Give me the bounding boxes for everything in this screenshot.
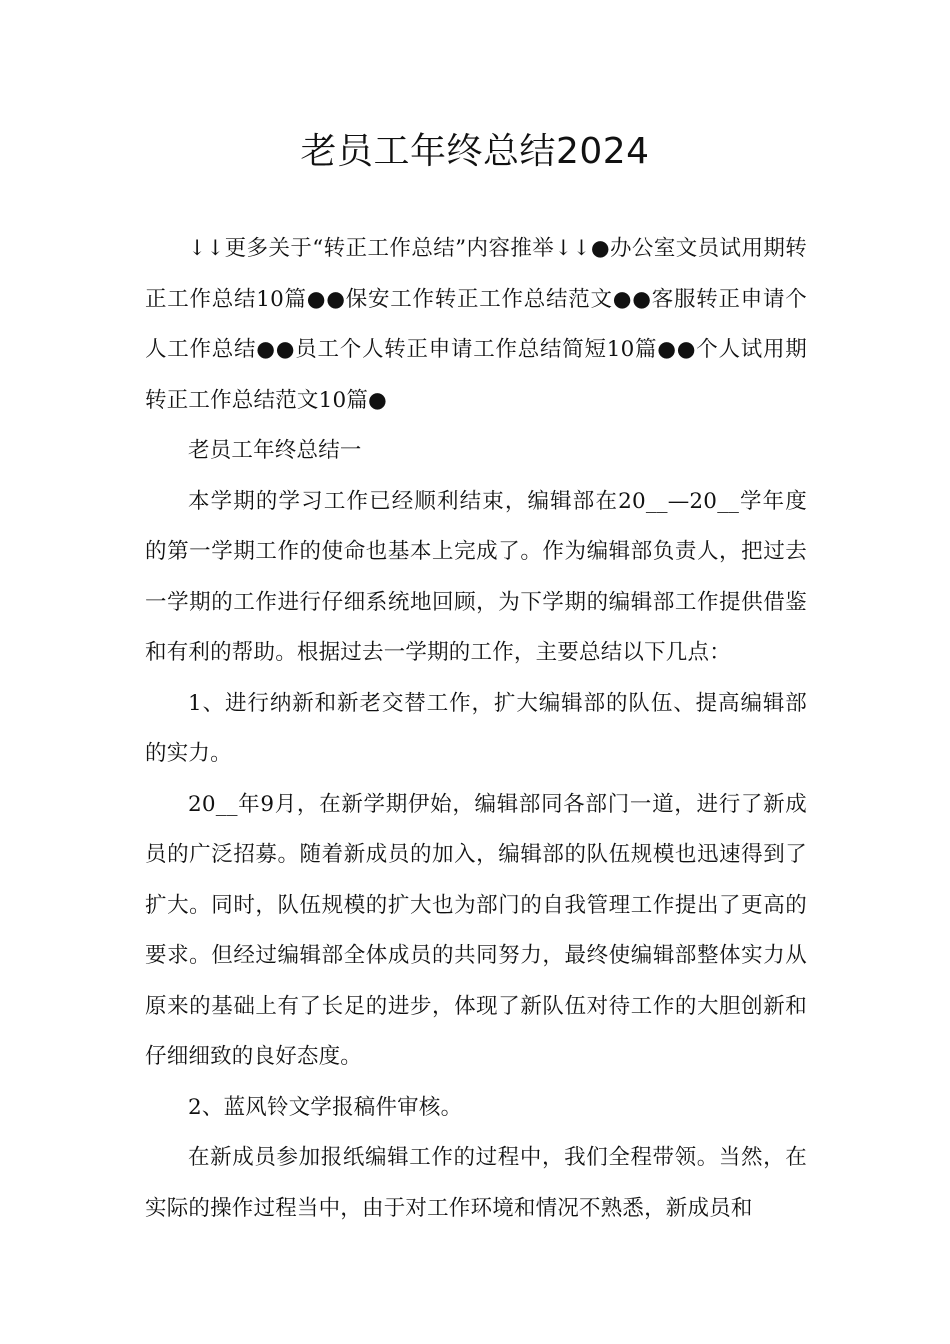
body-paragraph: 本学期的学习工作已经顺利结束，编辑部在20__—20__学年度的第一学期工作的使命也基本上完成了。作为编辑部负责人，把过去一学期的工作进行仔细系统地回顾，为下学期的编辑部工作提供借鉴和有利的帮助。根据过去一学期的工作，主要总结以下几点： [145,488,807,665]
body-paragraph: 2、蓝风铃文学报稿件审核。 [188,1094,463,1120]
document-title: 老员工年终总结2024 [300,131,650,172]
body-paragraph: 在新成员参加报纸编辑工作的过程中，我们全程带领。当然，在实际的操作过程当中，由于对工作环境和情况不熟悉，新成员和 [145,1145,807,1221]
recommendation-paragraph: ↓↓更多关于“转正工作总结”内容推举↓↓●办公室文员试用期转正工作总结10篇●●保安工作转正工作总结范文●●客服转正申请个人工作总结●●员工个人转正申请工作总结简短10篇●●个人试用期转正工作总结范文10篇● [145,236,807,413]
document-body [145,224,807,1234]
body-paragraph: 20__年9月，在新学期伊始，编辑部同各部门一道，进行了新成员的广泛招募。随着新成员的加入，编辑部的队伍规模也迅速得到了扩大。同时，队伍规模的扩大也为部门的自我管理工作提出了更高的要求。但经过编辑部全体成员的共同努力，最终使编辑部整体实力从原来的基础上有了长足的进步，体现了新队伍对待工作的大胆创新和仔细细致的良好态度。 [145,791,807,1069]
body-paragraph: 1、进行纳新和新老交替工作，扩大编辑部的队伍、提高编辑部的实力。 [145,690,807,766]
section-heading: 老员工年终总结一 [188,438,362,463]
